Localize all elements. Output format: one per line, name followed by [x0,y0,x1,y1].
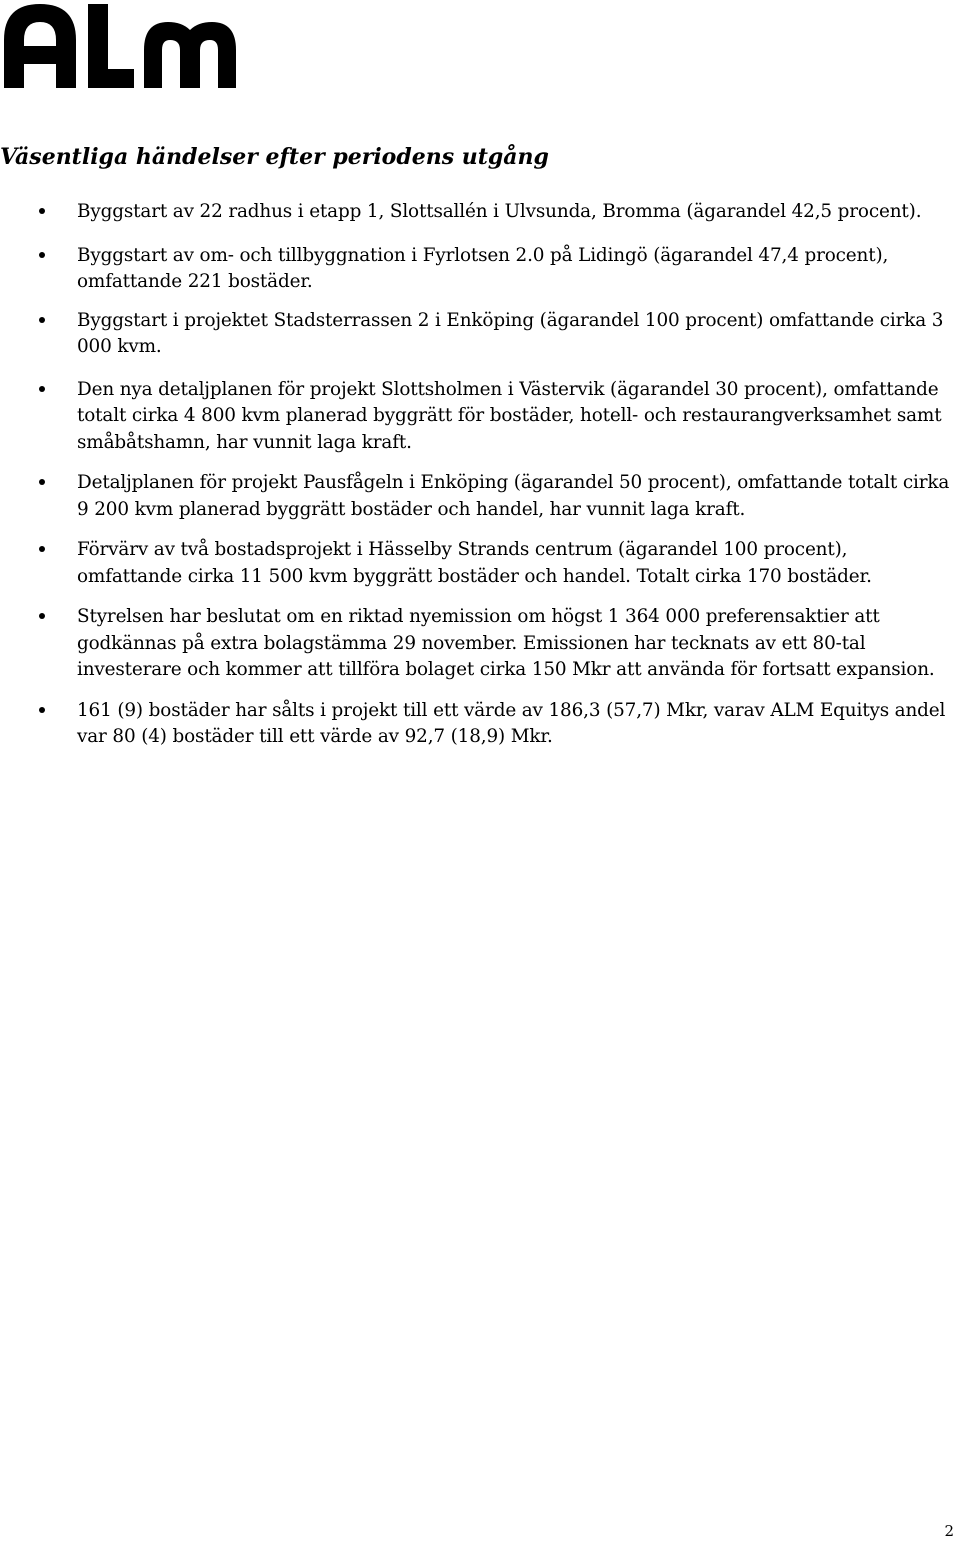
list-item-text: Den nya detaljplanen för projekt Slottsholmen i Västervik (ägarandel 30 procent), omfattande totalt cirka 4 800 kvm planerad byggrätt för bostäder, hotell- och restaurangverksamhet samt småbåtshamn, har vunnit laga kraft. [77,378,942,453]
list-item [0,377,960,457]
list-item-text: 161 (9) bostäder har sålts i projekt till ett värde av 186,3 (57,7) Mkr, varav ALM Equitys andel var 80 (4) bostäder till ett värde av 92,7 (18,9) Mkr. [77,699,946,747]
section-title: Väsentliga händelser efter periodens utgång [0,144,549,170]
bullet-dot-icon [39,208,45,214]
page-number: 2 [944,1522,954,1540]
bullet-dot-icon [39,252,45,258]
list-item [0,698,960,751]
list-item-text: Byggstart av 22 radhus i etapp 1, Slottsallén i Ulvsunda, Bromma (ägarandel 42,5 procent). [77,201,922,222]
bullet-dot-icon [39,386,45,392]
list-item-text: Förvärv av två bostadsprojekt i Hässelby Strands centrum (ägarandel 100 procent), omfattande cirka 11 500 kvm byggrätt bostäder och handel. Totalt cirka 170 bostäder. [77,539,872,587]
alm-logo-graphic [4,2,236,88]
bullet-dot-icon [39,479,45,485]
list-item [0,199,960,226]
bullet-dot-icon [39,546,45,552]
list-item-text: Byggstart i projektet Stadsterrassen 2 i Enköping (ägarandel 100 procent) omfattande cirka 3 000 kvm. [77,309,944,357]
bullet-dot-icon [39,707,45,713]
list-item [0,243,960,296]
list-item-text: Detaljplanen för projekt Pausfågeln i Enköping (ägarandel 50 procent), omfattande totalt cirka 9 200 kvm planerad byggrätt bostäder och handel, har vunnit laga kraft. [77,472,950,520]
list-item [0,537,960,590]
alm-logo [4,2,236,88]
events-list [0,199,960,751]
list-item-text: Byggstart av om- och tillbyggnation i Fyrlotsen 2.0 på Lidingö (ägarandel 47,4 procent), omfattande 221 bostäder. [77,244,889,292]
bullet-dot-icon [39,317,45,323]
list-item [0,604,960,684]
list-item-text: Styrelsen har beslutat om en riktad nyemission om högst 1 364 000 preferensaktier att godkännas på extra bolagstämma 29 november. Emissionen har tecknats av ett 80-tal investerare och kommer att tillföra bolaget cirka 150 Mkr att använda för fortsatt expansion. [77,606,935,680]
bullet-dot-icon [39,613,45,619]
list-item [0,308,960,361]
list-item [0,470,960,523]
